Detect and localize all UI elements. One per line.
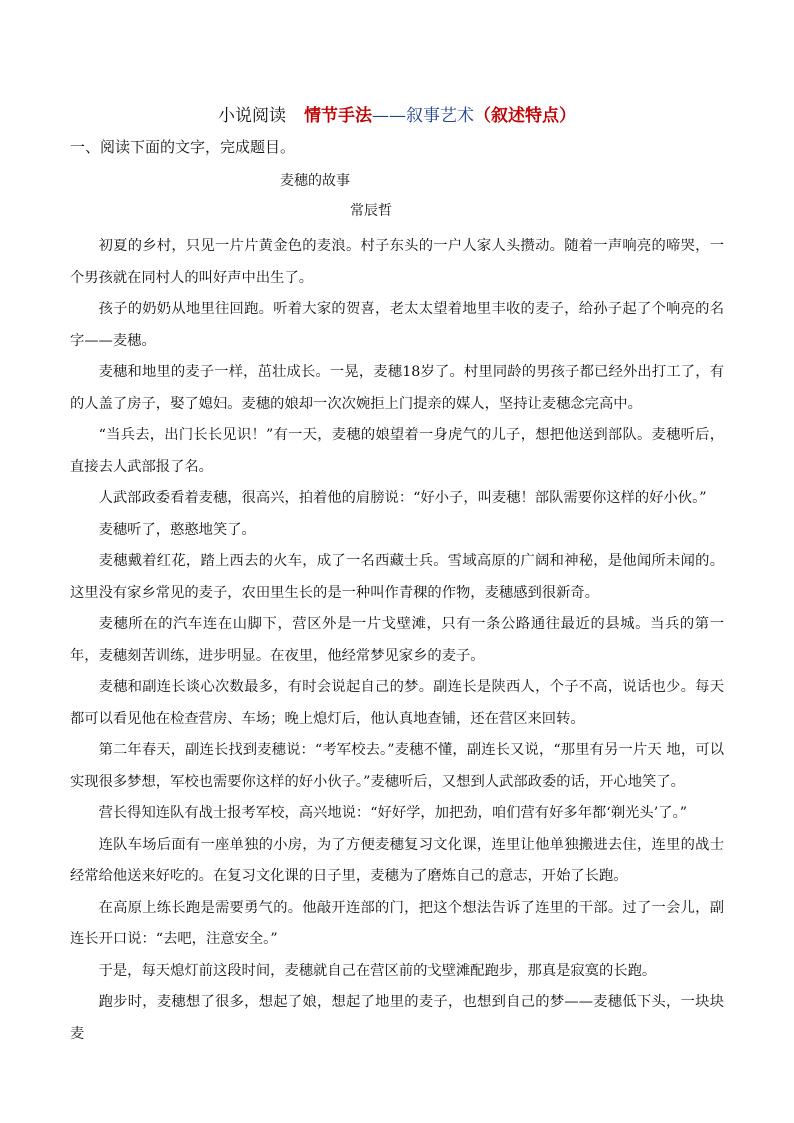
paragraph: 麦穗戴着红花，踏上西去的火车，成了一名西藏士兵。雪域高原的广阔和神秘，是他闻所未闻的。这里没有家乡常见的麦子，农田里生长的是一种叫作青稞的作物，麦穗感到很新奇。 — [70, 553, 724, 601]
paragraph: 麦穗所在的汽车连在山脚下，营区外是一片戈壁滩，只有一条公路通往最近的县城。当兵的第一年，麦穗刻苦训练，进步明显。在夜里，他经常梦见家乡的麦子。 — [70, 616, 724, 664]
paragraph: 麦穗听了，憨憨地笑了。 — [98, 521, 256, 538]
paragraph: 人武部政委看着麦穗，很高兴，拍着他的肩膀说：“好小子，叫麦穗！部队需要你这样的好小伙。” — [98, 490, 707, 506]
paragraph: 营长得知连队有战士报考军校，高兴地说：“好好学，加把劲，咱们营有好多年都‘剃光头’了。” — [98, 805, 688, 821]
paragraph: 孩子的奶奶从地里往回跑。听着大家的贺喜，老太太望着地里丰收的麦子，给孙子起了个响亮的名字——麦穗。 — [70, 301, 724, 349]
title-focus: ——叙事艺术 — [372, 106, 474, 126]
paragraph: 初夏的乡村，只见一片片黄金色的麦浪。村子东头的一户人家人头攒动。随着一声响亮的啼哭，一个男孩就在同村人的叫好声中出生了。 — [70, 238, 724, 286]
title-subtopic: 情节手法 — [304, 106, 372, 126]
paragraph: 在高原上练长跑是需要勇气的。他敲开连部的门，把这个想法告诉了连里的干部。过了一会儿，副连长开口说：“去吧，注意安全。” — [70, 899, 724, 947]
paragraph: 于是，每天熄灯前这段时间，麦穗就自己在营区前的戈壁滩配跑步，那真是寂寞的长跑。 — [98, 962, 657, 979]
paragraph: 跑步时，麦穗想了很多，想起了娘，想起了地里的麦子，也想到自己的梦——麦穗低下头，一块块麦 — [70, 994, 724, 1042]
page-title — [0, 104, 794, 128]
paragraph: 第二年春天，副连长找到麦穗说：“考军校去。”麦穗不懂，副连长又说，“那里有另一片天 地，可以实现很多梦想，军校也需要你这样的好小伙子。”麦穗听后，又想到人武部政委的话，开心地笑了。 — [70, 742, 724, 790]
story-body — [70, 231, 724, 1050]
title-topic: 小说阅读 — [218, 106, 286, 126]
paragraph: “当兵去，出门长长见识！”有一天，麦穗的娘望着一身虎气的儿子，想把他送到部队。麦穗听后，直接去人武部报了名。 — [70, 427, 724, 475]
story-author: 常辰哲 — [350, 203, 392, 219]
paragraph: 麦穗和副连长谈心次数最多，有时会说起自己的梦。副连长是陕西人，个子不高，说话也少。每天都可以看见他在检查营房、车场；晚上熄灯后，他认真地查铺，还在营区来回转。 — [70, 679, 724, 727]
paragraph: 连队车场后面有一座单独的小房，为了方便麦穗复习文化课，连里让他单独搬进去住，连里的战士经常给他送来好吃的。在复习文化课的日子里，麦穗为了磨炼自己的意志，开始了长跑。 — [70, 836, 724, 884]
title-note: （叙述特点） — [474, 106, 576, 126]
paragraph: 麦穗和地里的麦子一样，茁壮成长。一晃，麦穗18岁了。村里同龄的男孩子都已经外出打工了，有的人盖了房子，娶了媳妇。麦穗的娘却一次次婉拒上门提亲的媒人，坚持让麦穗念完高中。 — [70, 364, 724, 412]
story-title: 麦穗的故事 — [280, 173, 350, 189]
section-heading: 一、阅读下面的文字，完成题目。 — [70, 138, 296, 156]
